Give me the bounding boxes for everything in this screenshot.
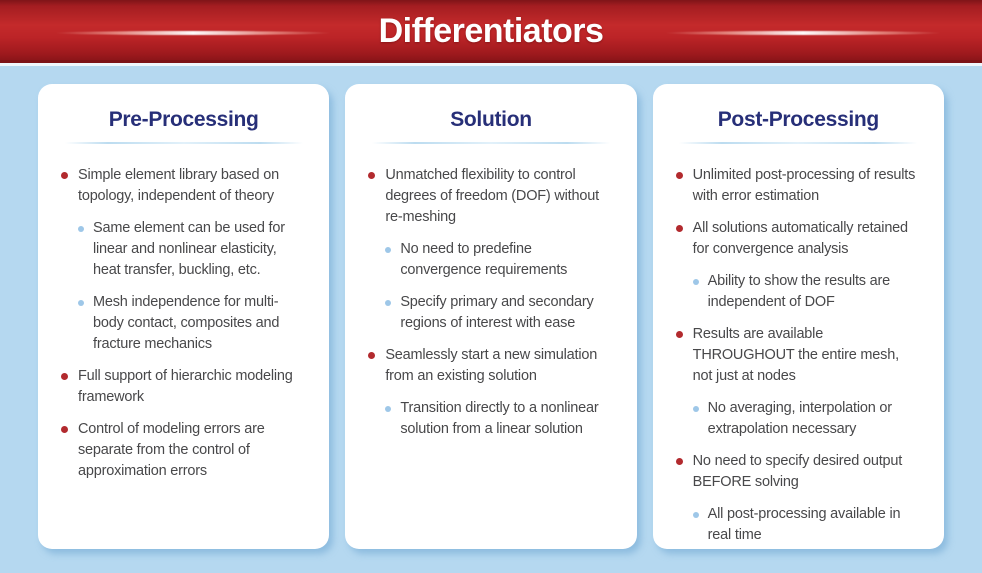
list-item-text: No need to predefine convergence requirements: [400, 241, 568, 278]
card-pre-processing: [38, 84, 329, 549]
list-item-text: Mesh independence for multi-body contact, composites and fracture mechanics: [93, 294, 280, 352]
list-item-text: Same element can be used for linear and nonlinear elasticity, heat transfer, buckling, etc.: [93, 220, 285, 278]
list-item-text: All solutions automatically retained for convergence analysis: [692, 220, 908, 257]
list-item-text: Full support of hierarchic modeling framework: [78, 368, 293, 405]
list-sub-item: [693, 271, 921, 313]
blue-bullet-icon: [693, 512, 699, 518]
blue-bullet-icon: [78, 226, 84, 232]
post-processing-list: [676, 165, 921, 546]
list-item: [676, 324, 921, 387]
list-item-text: All post-processing available in real time: [707, 506, 901, 543]
list-item: [676, 218, 921, 260]
red-bullet-icon: [61, 373, 68, 380]
card-post-processing: [653, 84, 944, 549]
list-sub-item: [78, 218, 306, 281]
list-sub-item: [78, 292, 306, 355]
red-bullet-icon: [676, 458, 683, 465]
list-sub-item: [385, 292, 613, 334]
card-title-underline: [679, 142, 917, 144]
list-item: [676, 451, 921, 493]
blue-bullet-icon: [693, 279, 699, 285]
list-item: [61, 366, 306, 408]
red-bullet-icon: [368, 172, 375, 179]
card-title-post-processing: Post-Processing: [717, 108, 879, 131]
list-item: [61, 419, 306, 482]
list-sub-item: [693, 398, 921, 440]
blue-bullet-icon: [693, 406, 699, 412]
list-item-text: Specify primary and secondary regions of interest with ease: [400, 294, 594, 331]
card-solution: [345, 84, 636, 549]
red-bullet-icon: [368, 352, 375, 359]
list-item: [368, 345, 613, 387]
red-bullet-icon: [676, 172, 683, 179]
blue-bullet-icon: [385, 406, 391, 412]
blue-bullet-icon: [385, 247, 391, 253]
blue-bullet-icon: [385, 300, 391, 306]
list-sub-item: [385, 398, 613, 440]
list-item-text: Unlimited post-processing of results with error estimation: [692, 167, 916, 204]
red-bullet-icon: [61, 172, 68, 179]
list-item-text: Unmatched flexibility to control degrees of freedom (DOF) without re-meshing: [385, 167, 599, 225]
red-bullet-icon: [676, 225, 683, 232]
list-sub-item: [385, 239, 613, 281]
list-item: [676, 165, 921, 207]
pre-processing-list: [61, 165, 306, 482]
card-title-underline: [65, 142, 303, 144]
blue-bullet-icon: [78, 300, 84, 306]
list-item-text: Seamlessly start a new simulation from an existing solution: [385, 347, 598, 384]
card-title-pre-processing: Pre-Processing: [108, 108, 259, 131]
list-item-text: Ability to show the results are independent of DOF: [707, 273, 891, 310]
list-item-text: Control of modeling errors are separate from the control of approximation errors: [78, 421, 265, 479]
card-title-solution: Solution: [450, 108, 532, 131]
red-bullet-icon: [676, 331, 683, 338]
list-item: [368, 165, 613, 228]
list-item-text: Transition directly to a nonlinear solution from a linear solution: [400, 400, 599, 437]
list-item-text: No averaging, interpolation or extrapolation necessary: [707, 400, 892, 437]
header-banner: [0, 0, 982, 63]
list-item: [61, 165, 306, 207]
list-item-text: Results are available THROUGHOUT the entire mesh, not just at nodes: [692, 326, 899, 384]
red-bullet-icon: [61, 426, 68, 433]
list-item-text: Simple element library based on topology, independent of theory: [78, 167, 279, 204]
page-title: Differentiators: [378, 12, 604, 50]
solution-list: [368, 165, 613, 440]
card-title-underline: [372, 142, 610, 144]
list-item-text: No need to specify desired output BEFORE solving: [692, 453, 903, 490]
list-sub-item: [693, 504, 921, 546]
cards-container: [0, 66, 982, 549]
